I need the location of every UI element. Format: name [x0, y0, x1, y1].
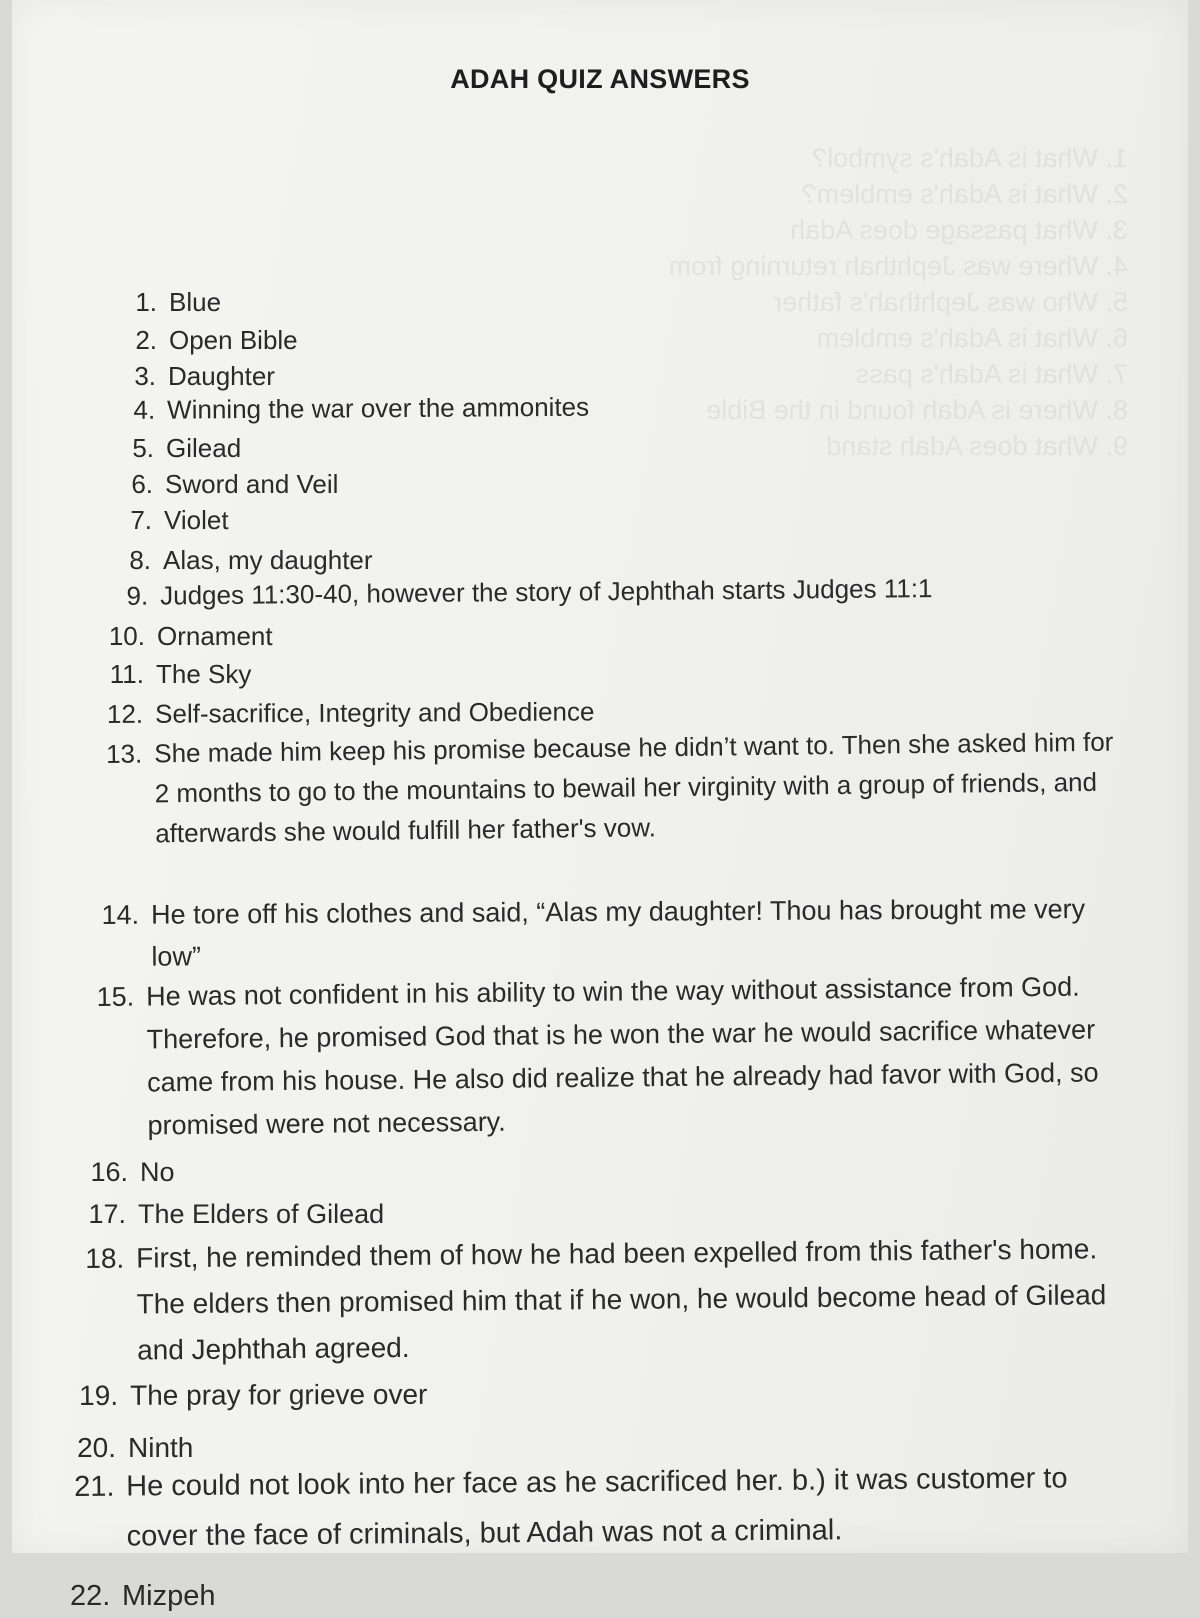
answer-text: The Sky [156, 659, 252, 689]
answer-item [99, 888, 1122, 978]
answer-number: 1. [135, 287, 157, 317]
answer-number: 16. [90, 1157, 128, 1187]
answer-text: He was not confident in his ability to win the way without assistance from God. Therefore, he promised God that is he won the war he would sacrifice whatever came from his house. He also did realize that he already had favor with God, so promised were not necessary. [146, 971, 1099, 1141]
answer-item [112, 502, 1122, 538]
answer-number: 17. [88, 1199, 126, 1229]
answer-item [78, 1370, 1122, 1418]
answer-text: Alas, my daughter [163, 545, 373, 575]
answer-text: Violet [164, 505, 229, 535]
answer-text: She made him keep his promise because he didn’t want to. Then she asked him for 2 months to go to the mountains to bewail her virginity with a group of friends, and afterwards she would fulfill her father's vow. [154, 726, 1114, 849]
answer-number: 20. [77, 1432, 116, 1463]
answer-item [113, 466, 1122, 502]
answer-number: 7. [130, 505, 152, 535]
answer-item [104, 656, 1122, 692]
answer-number: 2. [135, 325, 157, 355]
answer-number: 14. [101, 899, 140, 930]
answer-item [88, 1152, 1122, 1192]
answer-text: Judges 11:30-40, however the story of Jephthah starts Judges 11:1 [160, 573, 933, 611]
answer-item [105, 618, 1122, 654]
answer-text: The pray for grieve over [130, 1378, 428, 1411]
answer-text: Gilead [166, 433, 242, 463]
answer-text: Sword and Veil [165, 469, 339, 499]
answer-text: He tore off his clothes and said, “Alas my daughter! Thou has brought me very low” [151, 893, 1086, 972]
answer-item [117, 284, 1122, 320]
answer-number: 22. [70, 1580, 111, 1612]
answer-text: He could not look into her face as he sacrificed her. b.) it was customer to cover the face of criminals, but Adah was not a criminal. [126, 1462, 1068, 1553]
show-through-backside: 1. What is Adah's symbol? 2. What is Adah's emblem? 3. What passage does Adah 4. Where was Jephthah returning from 5. Who was Jephthah's father 6. What is Adah's emblem 7. What is Adah's pass 8. Where is Adah found in the Bible 9. What does Adah stand [668, 143, 1128, 461]
answer-item [94, 965, 1124, 1148]
answer-item [70, 1574, 1122, 1618]
answer-text: Mizpeh [122, 1580, 216, 1612]
answer-number: 5. [132, 433, 154, 463]
answer-number: 13. [105, 738, 143, 769]
answer-text: The Elders of Gilead [138, 1199, 385, 1229]
answer-item [114, 430, 1122, 466]
answer-text: First, he reminded them of how he had been expelled from this father's home. The elders then promised him that if he won, he would become head of Gilead and Jephthah agreed. [136, 1233, 1107, 1366]
answer-number: 18. [85, 1242, 125, 1274]
answer-number: 4. [133, 394, 156, 425]
answer-number: 19. [79, 1379, 119, 1411]
answer-text: Open Bible [169, 325, 298, 355]
page-title: ADAH QUIZ ANSWERS [450, 64, 750, 94]
answer-item [117, 322, 1122, 358]
answer-number: 8. [129, 545, 151, 575]
answer-item [102, 722, 1123, 854]
quiz-answer-sheet [12, 0, 1188, 1612]
answer-text: Blue [169, 287, 222, 317]
answer-text: Ninth [128, 1432, 194, 1463]
answer-item [84, 1226, 1123, 1374]
answer-number: 11. [109, 659, 144, 689]
answer-text: Daughter [168, 361, 275, 391]
answer-number: 3. [134, 361, 156, 391]
answer-text: No [140, 1157, 175, 1187]
answer-number: 6. [131, 469, 153, 499]
answer-number: 10. [108, 621, 145, 651]
answer-number: 21. [74, 1470, 115, 1503]
answer-text: Winning the war over the ammonites [167, 391, 590, 425]
answer-text: Ornament [157, 621, 273, 651]
answer-item [115, 385, 1122, 428]
answer-item [74, 1453, 1123, 1562]
answer-number: 9. [126, 580, 149, 611]
answer-number: 12. [106, 698, 144, 729]
answer-number: 15. [96, 981, 135, 1012]
answer-text: Self-sacrifice, Integrity and Obedience [155, 696, 595, 729]
